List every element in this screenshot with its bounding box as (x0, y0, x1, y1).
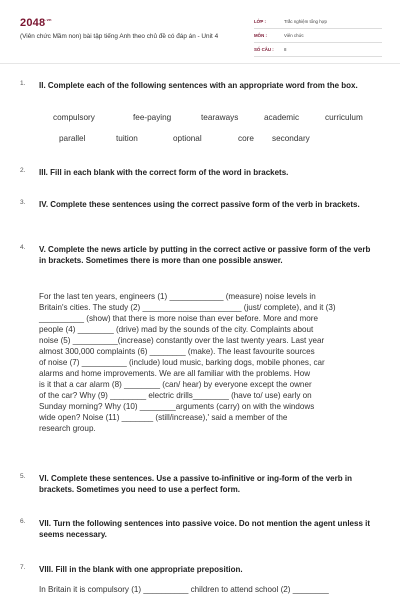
word-box-item: curriculum (325, 113, 363, 122)
question-4 (20, 244, 382, 454)
passage-line: Sunday morning? Why (10) ________arguments (carry) on with the windows (39, 402, 315, 411)
passage-line: research group. (39, 424, 96, 433)
question-title: V. Complete the news article by putting in the correct active or passive form of the verb in brackets. Sometimes there is more than one possible answer. (39, 245, 371, 265)
question-title: VI. Complete these sentences. Use a passive to-infinitive or ing-form of the verb in brackets. Sometimes you need to use a perfect form. (39, 474, 352, 494)
worksheet-title: (Viên chức Mầm non) bài tập tiếng Anh theo chủ đề có đáp án - Unit 4 (20, 33, 219, 40)
meta-row-question-count: SỐ CÂU : 8 (254, 45, 382, 57)
word-box-item: parallel (59, 134, 86, 143)
question-title: VIII. Fill in the blank with one appropriate preposition. (39, 565, 243, 574)
question-2 (20, 167, 382, 181)
passage-line: For the last ten years, engineers (1) ____________ (measure) noise levels in (39, 292, 316, 301)
word-box-item: tearaways (201, 113, 239, 122)
word-box-item: core (238, 134, 254, 143)
page-header (20, 14, 382, 60)
question-3 (20, 199, 382, 225)
preposition-passage (39, 584, 377, 595)
meta-row-subject: MÔN : Viên chức (254, 31, 382, 43)
question-number: 5. (20, 473, 26, 480)
question-number: 3. (20, 199, 26, 206)
word-box-item: academic (264, 113, 300, 122)
passage-line: is it that a car alarm (8) ________ (can/ hear) by everyone except the owner (39, 380, 312, 389)
passage-line: wide open? Noise (11) _______ (still/increase),' said a member of the (39, 413, 288, 422)
meta-row-class: LỚP : Trắc nghiệm tổng hợp (254, 17, 382, 29)
question-5 (20, 473, 382, 499)
passage-line: people (4) ________ (drive) mad by the sounds of the city. Complaints about (39, 325, 314, 334)
passage-line: __________ (show) that there is more noise than ever before. More and more (39, 314, 318, 323)
question-number: 4. (20, 244, 26, 251)
word-box-item: secondary (272, 134, 310, 143)
passage-line: of the car? Why (9) ________ electric drills________ (have to/ use) early on (39, 391, 312, 400)
meta-info (254, 17, 382, 59)
word-box-item: compulsory (53, 113, 95, 122)
question-7 (20, 564, 382, 598)
question-number: 1. (20, 80, 26, 87)
question-6 (20, 518, 382, 544)
question-title: III. Fill in each blank with the correct form of the word in brackets. (39, 168, 289, 177)
question-title: IV. Complete these sentences using the correct passive form of the verb in brackets. (39, 200, 360, 209)
question-number: 7. (20, 564, 26, 571)
passage-line: alarms and home improvements. We are all familiar with the problems. How (39, 369, 311, 378)
question-title: VII. Turn the following sentences into passive voice. Do not mention the agent unless it seems necessary. (39, 519, 371, 539)
question-title: II. Complete each of the following sentences with an appropriate word from the box. (39, 81, 358, 90)
question-number: 2. (20, 167, 26, 174)
news-article-passage (39, 291, 377, 434)
passage-line: noise (5) __________(increase) constantly over the last twenty years. Last year (39, 336, 325, 345)
word-box-item: fee-paying (133, 113, 172, 122)
site-logo[interactable]: $2048^{.vn}$ (20, 17, 52, 29)
question-1 (20, 80, 382, 155)
question-number: 6. (20, 518, 26, 525)
passage-line: of noise (7) __________ (include) loud music, barking dogs, mobile phones, car (39, 358, 325, 367)
word-box-item: tuition (116, 134, 138, 143)
passage-line: almost 300,000 complaints (6) ________ (make). The least favourite sources (39, 347, 315, 356)
word-box-item: optional (173, 134, 202, 143)
passage-line: Britain's cities. The study (2) ______________________ (just/ complete), and it (3) (39, 303, 336, 312)
header-divider (0, 63, 400, 64)
passage-line: In Britain it is compulsory (1) __________ children to attend school (2) ________ (39, 585, 329, 594)
